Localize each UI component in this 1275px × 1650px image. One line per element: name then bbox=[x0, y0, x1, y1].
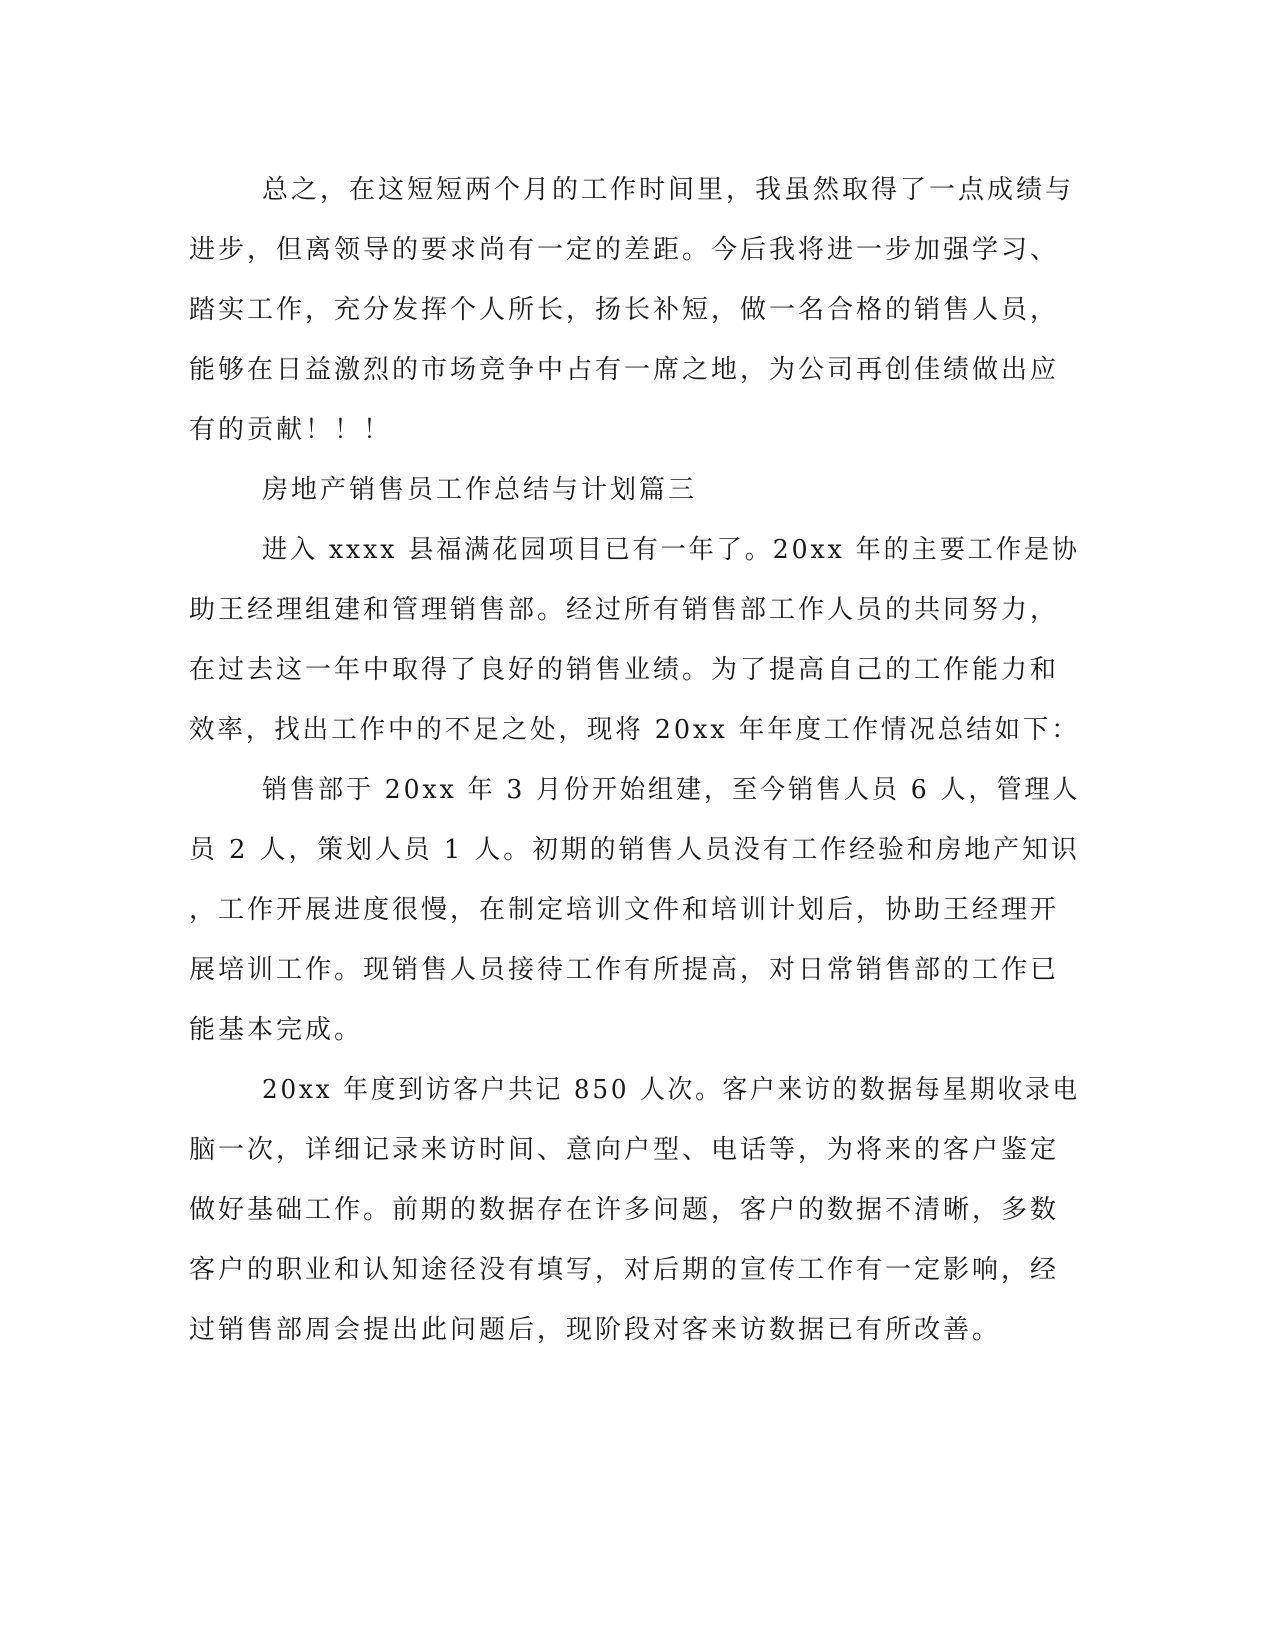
paragraph-line: 能基本完成。 bbox=[189, 1015, 364, 1045]
paragraph-line: ，工作开展进度很慢，在制定培训文件和培训计划后，协助王经理开 bbox=[189, 895, 1060, 925]
paragraph-line: 展培训工作。现销售人员接待工作有所提高，对日常销售部的工作已 bbox=[189, 955, 1060, 985]
section-heading: 房地产销售员工作总结与计划篇三 bbox=[262, 475, 698, 505]
paragraph-line: 做好基础工作。前期的数据存在许多问题，客户的数据不清晰，多数 bbox=[189, 1195, 1060, 1225]
paragraph-line: 助王经理组建和管理销售部。经过所有销售部工作人员的共同努力， bbox=[189, 595, 1060, 625]
paragraph-line: 总之，在这短短两个月的工作时间里，我虽然取得了一点成绩与 bbox=[262, 175, 1075, 205]
paragraph-line: 进步，但离领导的要求尚有一定的差距。今后我将进一步加强学习、 bbox=[189, 235, 1060, 265]
paragraph-line: 客户的职业和认知途径没有填写，对后期的宣传工作有一定影响，经 bbox=[189, 1255, 1060, 1285]
paragraph-line: 踏实工作，充分发挥个人所长，扬长补短，做一名合格的销售人员， bbox=[189, 295, 1060, 325]
paragraph-line: 在过去这一年中取得了良好的销售业绩。为了提高自己的工作能力和 bbox=[189, 655, 1060, 685]
paragraph-line: 能够在日益激烈的市场竞争中占有一席之地，为公司再创佳绩做出应 bbox=[189, 355, 1060, 385]
paragraph-line: 员 2 人，策划人员 1 人。初期的销售人员没有工作经验和房地产知识 bbox=[189, 835, 1080, 865]
paragraph-line: 有的贡献！！！ bbox=[189, 415, 393, 445]
paragraph-line: 效率，找出工作中的不足之处，现将 20xx 年年度工作情况总结如下： bbox=[189, 715, 1080, 745]
paragraph-line: 进入 xxxx 县福满花园项目已有一年了。20xx 年的主要工作是协 bbox=[262, 535, 1080, 565]
paragraph-line: 脑一次，详细记录来访时间、意向户型、电话等，为将来的客户鉴定 bbox=[189, 1135, 1060, 1165]
paragraph-line: 销售部于 20xx 年 3 月份开始组建，至今销售人员 6 人，管理人 bbox=[262, 775, 1081, 805]
paragraph-line: 20xx 年度到访客户共记 850 人次。客户来访的数据每星期收录电 bbox=[262, 1075, 1080, 1105]
paragraph-line: 过销售部周会提出此问题后，现阶段对客来访数据已有所改善。 bbox=[189, 1315, 1002, 1345]
